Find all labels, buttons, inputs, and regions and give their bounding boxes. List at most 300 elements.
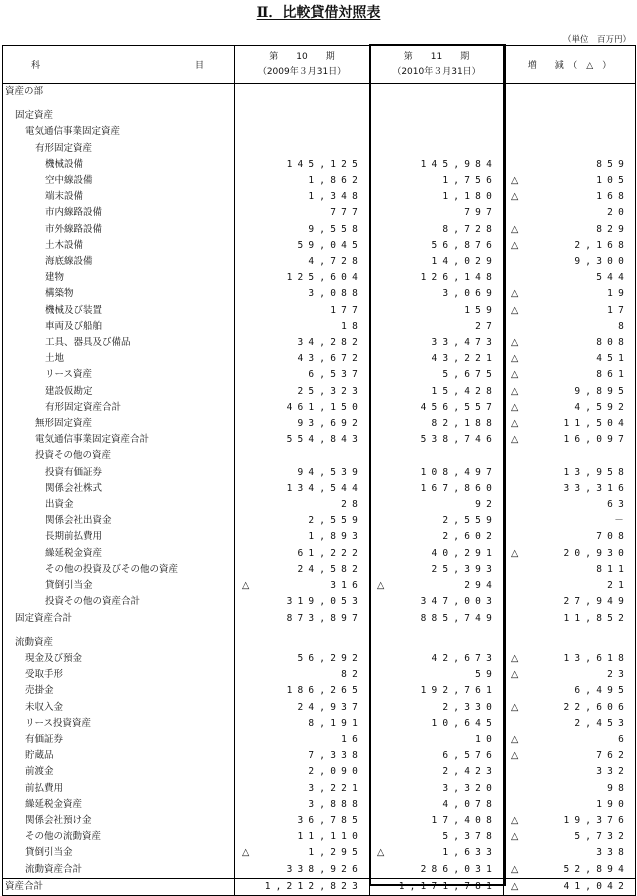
row-label: 流動資産 [3,635,235,651]
diff-value [504,173,636,189]
table-row [3,481,636,497]
value-text: 3,069 [442,288,497,300]
negative-mark: △ [511,353,519,365]
value-text: 6 [618,733,629,745]
diff-value [504,513,636,529]
header-ka: 科 [31,61,41,71]
table-row [3,611,636,627]
table-row [3,335,636,351]
period-11-value [370,764,504,780]
blank-cell [3,627,235,635]
value-text: 3,088 [308,288,363,300]
value-text: 94,539 [297,466,363,478]
value-text: 14,029 [431,256,497,268]
value-text: 1,893 [308,531,363,543]
value-text: 6,576 [442,750,497,762]
table-row [3,781,636,797]
period-10-value [235,432,370,448]
diff-value [504,400,636,416]
diff-value [504,481,636,497]
value-text: 19 [607,288,629,300]
row-label: 資産合計 [3,878,235,895]
period-11-value [370,465,504,481]
value-text: 105 [596,175,629,187]
value-text: 1,180 [442,191,497,203]
value-text: 286,031 [420,863,497,875]
value-text: 461,150 [286,401,363,413]
table-row [3,189,636,205]
value-text: 42,673 [431,652,497,664]
period-11-value [370,222,504,238]
diff-value [504,651,636,667]
value-text: 777 [330,207,363,219]
table-row [3,205,636,221]
diff-value [504,84,636,101]
diff-value [504,270,636,286]
value-text: 859 [596,158,629,170]
table-row [3,303,636,319]
value-text: 8,191 [308,717,363,729]
period-11-value [370,335,504,351]
value-text: 17,408 [431,814,497,826]
table-row [3,829,636,845]
header-period-10-date: （2009年３月31日） [257,66,347,77]
table-row [3,448,636,464]
period-10-value [235,829,370,845]
value-text: 554,843 [286,434,363,446]
period-10-value [235,84,370,101]
negative-mark: △ [511,304,519,316]
value-text: 16,097 [563,434,629,446]
period-11-value [370,205,504,221]
period-11-value [370,748,504,764]
value-text: 294 [464,580,497,592]
table-row [3,173,636,189]
value-text: 33,316 [563,482,629,494]
value-text: 28 [341,499,363,511]
period-11-value [370,238,504,254]
row-label: 空中線設備 [3,173,235,189]
diff-value [504,238,636,254]
value-text: 1,862 [308,175,363,187]
period-11-value [370,683,504,699]
negative-mark: △ [511,814,519,826]
value-text: 1,633 [442,847,497,859]
period-10-value [235,351,370,367]
value-text: 20,930 [563,547,629,559]
table-row [3,862,636,879]
row-label: 市外線路設備 [3,222,235,238]
table-row [3,416,636,432]
period-10-value [235,157,370,173]
value-text: 168 [596,191,629,203]
diff-value [504,222,636,238]
value-text: 538,746 [420,434,497,446]
row-label: 長期前払費用 [3,529,235,545]
value-text: 145,984 [420,158,497,170]
diff-value [504,781,636,797]
value-text: 2,423 [442,766,497,778]
value-text: 5,378 [442,831,497,843]
table-row [3,513,636,529]
value-text: 456,557 [420,401,497,413]
value-text: 7,338 [308,750,363,762]
value-text: 2,090 [308,766,363,778]
value-text: 2,559 [442,515,497,527]
diff-value [504,367,636,383]
period-10-value [235,748,370,764]
negative-mark: △ [511,239,519,251]
row-label: 端末設備 [3,189,235,205]
table-row [3,562,636,578]
period-11-value [370,303,504,319]
value-text: 2,602 [442,531,497,543]
row-label: その他の流動資産 [3,829,235,845]
value-text: 82,188 [431,418,497,430]
value-text: 708 [596,531,629,543]
diff-value [504,416,636,432]
negative-mark: △ [511,863,519,875]
negative-mark: △ [511,652,519,664]
table-row [3,254,636,270]
value-text: 808 [596,337,629,349]
table-row [3,367,636,383]
header-period-11-date: （2010年３月31日） [392,66,481,77]
diff-value [504,189,636,205]
value-text: 1,171,781 [398,880,497,892]
header-moku: 目 [194,61,204,71]
table-row [3,635,636,651]
period-11-value [370,732,504,748]
period-11-value [370,400,504,416]
row-label: 海底線設備 [3,254,235,270]
period-11-value [370,124,504,140]
negative-mark: △ [511,288,519,300]
value-text: 190 [596,798,629,810]
value-text: 797 [464,207,497,219]
value-text: 93,692 [297,418,363,430]
value-text: 61,222 [297,547,363,559]
value-text: 25,323 [297,385,363,397]
value-text: 11,110 [297,831,363,843]
period-11-value [370,108,504,124]
value-text: 27 [475,320,497,332]
row-label: 未収入金 [3,700,235,716]
row-label: 有形固定資産合計 [3,400,235,416]
negative-mark: △ [511,369,519,381]
row-label: 建設仮勘定 [3,384,235,400]
diff-value [504,845,636,861]
period-11-value [370,578,504,594]
period-10-value [235,578,370,594]
period-11-value [370,813,504,829]
period-11-value [370,141,504,157]
period-11-value [370,878,504,895]
value-text: 544 [596,272,629,284]
row-label: 繰延税金資産 [3,797,235,813]
period-10-value [235,384,370,400]
period-11-value [370,319,504,335]
row-label: 投資その他の資産合計 [3,594,235,610]
diff-value [504,432,636,448]
negative-mark: △ [511,733,519,745]
value-text: 3,888 [308,798,363,810]
value-text: 2,330 [442,701,497,713]
table-row [3,319,636,335]
row-label: その他の投資及びその他の資産 [3,562,235,578]
period-11-value [370,635,504,651]
value-text: 10 [475,733,497,745]
period-11-value [370,667,504,683]
row-label: 関係会社株式 [3,481,235,497]
table-row [3,100,636,108]
value-text: 9,895 [574,385,629,397]
row-label: 貸倒引当金 [3,845,235,861]
value-text: 108,497 [420,466,497,478]
table-row [3,797,636,813]
diff-value [504,594,636,610]
period-11-value [370,84,504,101]
negative-mark: △ [511,385,519,397]
row-label: 貯蔵品 [3,748,235,764]
value-text: 5,675 [442,369,497,381]
row-label: 無形固定資産 [3,416,235,432]
value-text: 10,645 [431,717,497,729]
header-period-11-title: 第 11 期 [403,51,470,62]
value-text: 159 [464,304,497,316]
period-10-value [235,335,370,351]
value-text: 126,148 [420,272,497,284]
period-10-value [235,465,370,481]
value-text: 3,320 [442,782,497,794]
period-10-value [235,562,370,578]
diff-value [504,797,636,813]
diff-value [504,205,636,221]
period-11-value [370,448,504,464]
page-title: Ⅱ．比較貸借対照表 [256,5,381,21]
diff-value [504,254,636,270]
period-10-value [235,448,370,464]
period-10-value [235,286,370,302]
row-label: リース資産 [3,367,235,383]
period-11-value [370,781,504,797]
value-text: 4,078 [442,798,497,810]
period-11-value [370,351,504,367]
blank-cell [504,627,636,635]
value-text: 92 [475,499,497,511]
header-period-10-title: 第 10 期 [269,51,335,62]
blank-cell [235,627,370,635]
value-text: 192,761 [420,685,497,697]
value-text: 59,045 [297,239,363,251]
period-10-value [235,303,370,319]
diff-value [504,141,636,157]
table-row [3,286,636,302]
period-10-value [235,651,370,667]
diff-value [504,546,636,562]
value-text: 332 [596,766,629,778]
balance-sheet-table [2,45,636,896]
value-text: 177 [330,304,363,316]
row-label: 貸倒引当金 [3,578,235,594]
table-row [3,497,636,513]
value-text: 2,453 [574,717,629,729]
value-text: 43,672 [297,353,363,365]
diff-value [504,319,636,335]
value-text: 82 [341,669,363,681]
value-text: 829 [596,223,629,235]
period-10-value [235,862,370,879]
value-text: 8 [618,320,629,332]
negative-mark: △ [511,880,519,892]
value-text: 22,606 [563,701,629,713]
period-10-value [235,667,370,683]
diff-value [504,611,636,627]
period-10-value [235,813,370,829]
value-text: 9,558 [308,223,363,235]
value-text: 316 [330,580,363,592]
value-text: 125,604 [286,272,363,284]
period-10-value [235,400,370,416]
period-11-value [370,157,504,173]
negative-mark: △ [511,701,519,713]
period-10-value [235,878,370,895]
value-text: 13,618 [563,652,629,664]
row-label: 出資金 [3,497,235,513]
value-text: 338 [596,847,629,859]
table-row [3,108,636,124]
table-row [3,700,636,716]
period-10-value [235,481,370,497]
value-text: 5,732 [574,831,629,843]
period-10-value [235,367,370,383]
negative-mark: △ [242,580,250,592]
row-label: 機械及び装置 [3,303,235,319]
diff-value [504,813,636,829]
period-10-value [235,594,370,610]
value-text: 16 [341,733,363,745]
period-11-value [370,481,504,497]
row-label: 土木設備 [3,238,235,254]
table-body [3,84,636,896]
value-text: 9,300 [574,256,629,268]
value-text: 98 [607,782,629,794]
table-row [3,546,636,562]
period-11-value [370,562,504,578]
period-11-value [370,845,504,861]
value-text: 40,291 [431,547,497,559]
row-label: 建物 [3,270,235,286]
row-label: リース投資資産 [3,716,235,732]
table-row [3,351,636,367]
row-label: 有形固定資産 [3,141,235,157]
diff-value [504,878,636,895]
row-label: 関係会社預け金 [3,813,235,829]
period-11-value [370,594,504,610]
diff-value [504,764,636,780]
value-text: 319,053 [286,596,363,608]
table-row [3,813,636,829]
value-text: 20 [607,207,629,219]
table-row [3,627,636,635]
value-text: 186,265 [286,685,363,697]
period-10-value [235,797,370,813]
diff-value [504,748,636,764]
table-row [3,124,636,140]
period-11-value [370,286,504,302]
period-11-value [370,416,504,432]
row-label: 前払費用 [3,781,235,797]
value-text: 52,894 [563,863,629,875]
value-text: 11,852 [563,612,629,624]
negative-mark: △ [511,418,519,430]
negative-mark: △ [377,847,385,859]
period-10-value [235,270,370,286]
negative-mark: △ [511,191,519,203]
row-label: 投資その他の資産 [3,448,235,464]
period-11-value [370,546,504,562]
diff-value [504,351,636,367]
diff-value [504,732,636,748]
row-label: 投資有価証券 [3,465,235,481]
value-text: 885,749 [420,612,497,624]
table-row [3,465,636,481]
table-row [3,716,636,732]
period-10-value [235,205,370,221]
value-text: 41,042 [563,880,629,892]
row-label: 機械設備 [3,157,235,173]
period-10-value [235,189,370,205]
period-11-value [370,173,504,189]
diff-value [504,335,636,351]
header-diff: 増 減 （ △ ） [504,46,636,84]
diff-value [504,465,636,481]
diff-value [504,683,636,699]
period-11-value [370,497,504,513]
negative-mark: △ [511,831,519,843]
period-11-value [370,529,504,545]
period-11-value [370,716,504,732]
value-text: 56,292 [297,652,363,664]
table-row [3,683,636,699]
period-11-value [370,432,504,448]
row-label: 前渡金 [3,764,235,780]
period-11-value [370,254,504,270]
value-text: 56,876 [431,239,497,251]
value-text: 34,282 [297,337,363,349]
period-10-value [235,319,370,335]
blank-cell [370,627,504,635]
row-label: 現金及び預金 [3,651,235,667]
diff-value [504,124,636,140]
diff-value [504,108,636,124]
row-label: 工具、器具及び備品 [3,335,235,351]
value-text: 63 [607,499,629,511]
period-10-value [235,611,370,627]
negative-mark: △ [511,337,519,349]
value-text: 18 [341,320,363,332]
value-text: 11,504 [563,418,629,430]
row-label: 資産の部 [3,84,235,101]
negative-mark: △ [511,223,519,235]
table-row [3,141,636,157]
diff-value [504,578,636,594]
value-text: 59 [475,669,497,681]
value-text: 27,949 [563,596,629,608]
table-row [3,84,636,101]
table-row [3,594,636,610]
period-11-value [370,189,504,205]
